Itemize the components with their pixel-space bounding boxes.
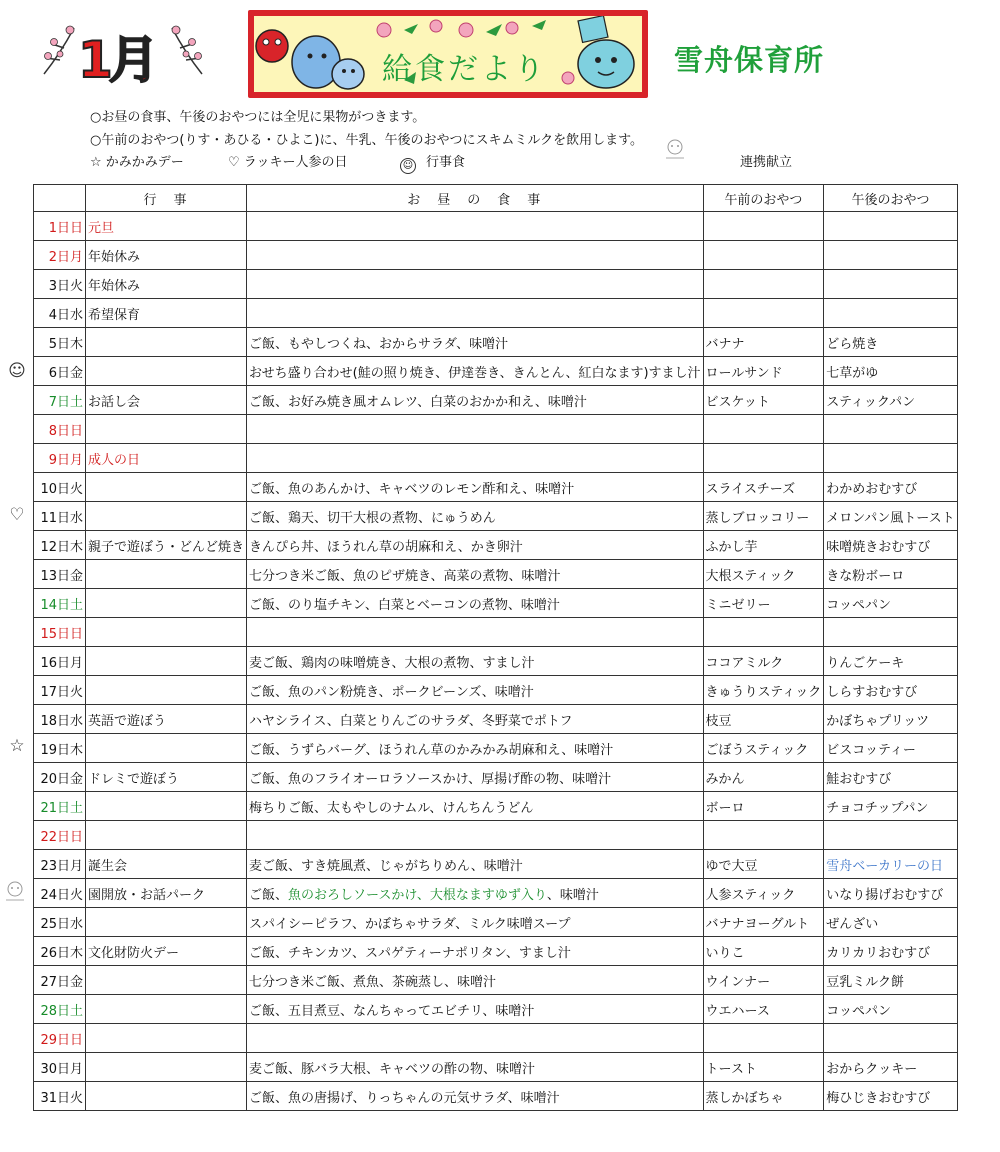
lunch-cell: 麦ご飯、豚バラ大根、キャベツの酢の物、味噌汁 bbox=[247, 1053, 704, 1082]
date-cell: 1日日 bbox=[34, 212, 86, 241]
lunch-cell: 麦ご飯、すき焼風煮、じゃがちりめん、味噌汁 bbox=[247, 850, 704, 879]
lunch-cell bbox=[247, 444, 704, 473]
legend-event-meal bbox=[400, 151, 465, 174]
table-row bbox=[34, 879, 958, 908]
event-cell: 英語で遊ぼう bbox=[86, 705, 247, 734]
table-row bbox=[34, 589, 958, 618]
event-cell: 親子で遊ぼう・どんど焼き bbox=[86, 531, 247, 560]
date-cell: 3日火 bbox=[34, 270, 86, 299]
am-snack-cell bbox=[703, 270, 824, 299]
kamikami-mark: ☆ bbox=[9, 736, 25, 756]
date-cell: 13日金 bbox=[34, 560, 86, 589]
event-cell: 園開放・お話パーク bbox=[86, 879, 247, 908]
event-meal-mark: ☺ bbox=[8, 361, 26, 381]
table-row bbox=[34, 966, 958, 995]
event-cell: 元旦 bbox=[86, 212, 247, 241]
lunch-cell: 麦ご飯、鶏肉の味噌焼き、大根の煮物、すまし汁 bbox=[247, 647, 704, 676]
pm-snack-cell: きな粉ボーロ bbox=[824, 560, 957, 589]
smile-icon: ☺ bbox=[400, 158, 416, 174]
event-cell: お話し会 bbox=[86, 386, 247, 415]
event-cell: 年始休み bbox=[86, 241, 247, 270]
pm-snack-cell: おからクッキー bbox=[824, 1053, 957, 1082]
am-snack-cell: ふかし芋 bbox=[703, 531, 824, 560]
event-cell: 希望保育 bbox=[86, 299, 247, 328]
renkei-logo-icon bbox=[662, 138, 688, 160]
table-row bbox=[34, 502, 958, 531]
pm-snack-cell bbox=[824, 270, 957, 299]
event-cell bbox=[86, 676, 247, 705]
date-cell: 19日木 bbox=[34, 734, 86, 763]
pm-snack-cell: 豆乳ミルク餅 bbox=[824, 966, 957, 995]
lunch-cell bbox=[247, 299, 704, 328]
event-cell bbox=[86, 908, 247, 937]
date-cell: 9日月 bbox=[34, 444, 86, 473]
date-cell: 16日月 bbox=[34, 647, 86, 676]
table-row bbox=[34, 212, 958, 241]
newsletter-banner bbox=[248, 10, 648, 98]
lucky-carrot-mark: ♡ bbox=[9, 505, 25, 525]
am-snack-cell bbox=[703, 618, 824, 647]
pm-snack-cell bbox=[824, 618, 957, 647]
table-row bbox=[34, 1053, 958, 1082]
date-cell: 14日土 bbox=[34, 589, 86, 618]
lunch-cell: ご飯、もやしつくね、おからサラダ、味噌汁 bbox=[247, 328, 704, 357]
table-row bbox=[34, 415, 958, 444]
date-cell: 5日木 bbox=[34, 328, 86, 357]
pm-snack-cell: 梅ひじきおむすび bbox=[824, 1082, 957, 1111]
table-row bbox=[34, 647, 958, 676]
event-cell bbox=[86, 966, 247, 995]
table-row bbox=[34, 821, 958, 850]
lunch-cell: ご飯、チキンカツ、スパゲティーナポリタン、すまし汁 bbox=[247, 937, 704, 966]
lunch-cell: ハヤシライス、白菜とりんごのサラダ、冬野菜でポトフ bbox=[247, 705, 704, 734]
table-row bbox=[34, 734, 958, 763]
pm-snack-cell bbox=[824, 299, 957, 328]
date-cell: 29日日 bbox=[34, 1024, 86, 1053]
banner-inner bbox=[254, 16, 642, 92]
event-cell bbox=[86, 473, 247, 502]
pm-snack-cell: チョコチップパン bbox=[824, 792, 957, 821]
pm-snack-cell: メロンパン風トースト bbox=[824, 502, 957, 531]
event-cell bbox=[86, 995, 247, 1024]
event-cell bbox=[86, 647, 247, 676]
table-row bbox=[34, 386, 958, 415]
pm-snack-cell: しらすおむすび bbox=[824, 676, 957, 705]
pm-snack-cell: 雪舟ベーカリーの日 bbox=[824, 850, 957, 879]
table-row bbox=[34, 328, 958, 357]
date-cell: 17日火 bbox=[34, 676, 86, 705]
month-badge bbox=[40, 14, 206, 89]
table-row bbox=[34, 792, 958, 821]
pm-snack-cell bbox=[824, 821, 957, 850]
am-snack-cell: ゆで大豆 bbox=[703, 850, 824, 879]
am-snack-cell: バナナ bbox=[703, 328, 824, 357]
table-row bbox=[34, 270, 958, 299]
lunch-cell bbox=[247, 212, 704, 241]
pm-snack-cell bbox=[824, 444, 957, 473]
note-milk: ○午前のおやつ(りす・あひる・ひよこ)に、牛乳、午後のおやつにスキムミルクを飲用します。 bbox=[90, 133, 644, 148]
date-cell: 22日日 bbox=[34, 821, 86, 850]
event-cell bbox=[86, 618, 247, 647]
lunch-cell: おせち盛り合わせ(鮭の照り焼き、伊達巻き、きんとん、紅白なます)すまし汁 bbox=[247, 357, 704, 386]
lunch-cell: ご飯、のり塩チキン、白菜とベーコンの煮物、味噌汁 bbox=[247, 589, 704, 618]
am-snack-cell: ビスケット bbox=[703, 386, 824, 415]
pm-snack-cell bbox=[824, 212, 957, 241]
am-snack-cell: ごぼうスティック bbox=[703, 734, 824, 763]
date-cell: 30日月 bbox=[34, 1053, 86, 1082]
date-cell: 4日水 bbox=[34, 299, 86, 328]
pm-snack-cell: 味噌焼きおむすび bbox=[824, 531, 957, 560]
am-snack-cell bbox=[703, 444, 824, 473]
event-cell bbox=[86, 821, 247, 850]
pm-snack-cell: 七草がゆ bbox=[824, 357, 957, 386]
lunch-cell bbox=[247, 879, 704, 908]
event-cell bbox=[86, 734, 247, 763]
table-row bbox=[34, 676, 958, 705]
header-event: 行 事 bbox=[86, 185, 247, 212]
renkei-mark-icon bbox=[2, 880, 28, 902]
date-cell: 21日土 bbox=[34, 792, 86, 821]
date-cell: 8日日 bbox=[34, 415, 86, 444]
legend-lucky-carrot: ♡ ラッキー人参の日 bbox=[228, 155, 348, 170]
am-snack-cell bbox=[703, 212, 824, 241]
date-cell: 26日木 bbox=[34, 937, 86, 966]
header-pm-snack: 午後のおやつ bbox=[824, 185, 957, 212]
table-row bbox=[34, 473, 958, 502]
pm-snack-cell bbox=[824, 241, 957, 270]
am-snack-cell: スライスチーズ bbox=[703, 473, 824, 502]
am-snack-cell: 蒸しかぼちゃ bbox=[703, 1082, 824, 1111]
lunch-cell: ご飯、魚の唐揚げ、りっちゃんの元気サラダ、味噌汁 bbox=[247, 1082, 704, 1111]
date-cell: 18日水 bbox=[34, 705, 86, 734]
event-cell bbox=[86, 589, 247, 618]
am-snack-cell: 枝豆 bbox=[703, 705, 824, 734]
am-snack-cell: ミニゼリー bbox=[703, 589, 824, 618]
am-snack-cell: ウインナー bbox=[703, 966, 824, 995]
pm-snack-cell: わかめおむすび bbox=[824, 473, 957, 502]
lunch-cell: ご飯、お好み焼き風オムレツ、白菜のおかか和え、味噌汁 bbox=[247, 386, 704, 415]
date-cell: 7日土 bbox=[34, 386, 86, 415]
lunch-text: ご飯、 bbox=[249, 887, 289, 903]
table-row bbox=[34, 299, 958, 328]
am-snack-cell: ウエハース bbox=[703, 995, 824, 1024]
event-cell bbox=[86, 502, 247, 531]
date-cell: 20日金 bbox=[34, 763, 86, 792]
table-row bbox=[34, 560, 958, 589]
lunch-cell: 梅ちりご飯、太もやしのナムル、けんちんうどん bbox=[247, 792, 704, 821]
event-cell: ドレミで遊ぼう bbox=[86, 763, 247, 792]
pm-snack-cell: かぼちゃプリッツ bbox=[824, 705, 957, 734]
date-cell: 10日火 bbox=[34, 473, 86, 502]
lunch-cell bbox=[247, 1024, 704, 1053]
date-cell: 15日日 bbox=[34, 618, 86, 647]
lunch-cell: ご飯、五目煮豆、なんちゃってエビチリ、味噌汁 bbox=[247, 995, 704, 1024]
renkei-lunch-text: 魚のおろしソースかけ、大根なますゆず入り bbox=[288, 887, 547, 903]
am-snack-cell: ボーロ bbox=[703, 792, 824, 821]
am-snack-cell: 蒸しブロッコリー bbox=[703, 502, 824, 531]
event-cell: 文化財防火デー bbox=[86, 937, 247, 966]
pm-snack-cell: りんごケーキ bbox=[824, 647, 957, 676]
pm-snack-cell: コッペパン bbox=[824, 589, 957, 618]
date-cell: 12日木 bbox=[34, 531, 86, 560]
date-cell: 2日月 bbox=[34, 241, 86, 270]
am-snack-cell: いりこ bbox=[703, 937, 824, 966]
month-title: 1月 bbox=[78, 31, 155, 89]
event-cell bbox=[86, 1024, 247, 1053]
date-cell: 27日金 bbox=[34, 966, 86, 995]
am-snack-cell bbox=[703, 299, 824, 328]
event-cell: 成人の日 bbox=[86, 444, 247, 473]
lunch-cell bbox=[247, 821, 704, 850]
event-cell bbox=[86, 415, 247, 444]
lunch-cell: 七分つき米ご飯、煮魚、茶碗蒸し、味噌汁 bbox=[247, 966, 704, 995]
am-snack-cell bbox=[703, 1024, 824, 1053]
lunch-cell: ご飯、魚のパン粉焼き、ポークビーンズ、味噌汁 bbox=[247, 676, 704, 705]
lunch-cell: ご飯、うずらバーグ、ほうれん草のかみかみ胡麻和え、味噌汁 bbox=[247, 734, 704, 763]
event-cell bbox=[86, 560, 247, 589]
am-snack-cell: 人参スティック bbox=[703, 879, 824, 908]
legend-kamikami: ☆ かみかみデー bbox=[90, 155, 184, 170]
lunch-cell: 七分つき米ご飯、魚のピザ焼き、高菜の煮物、味噌汁 bbox=[247, 560, 704, 589]
event-cell: 誕生会 bbox=[86, 850, 247, 879]
lunch-cell: ご飯、魚のフライオーロラソースかけ、厚揚げ酢の物、味噌汁 bbox=[247, 763, 704, 792]
am-snack-cell bbox=[703, 241, 824, 270]
lunch-cell: きんぴら丼、ほうれん草の胡麻和え、かき卵汁 bbox=[247, 531, 704, 560]
table-row bbox=[34, 763, 958, 792]
am-snack-cell bbox=[703, 821, 824, 850]
lunch-cell bbox=[247, 241, 704, 270]
date-cell: 25日水 bbox=[34, 908, 86, 937]
pm-snack-cell: いなり揚げおむすび bbox=[824, 879, 957, 908]
event-cell bbox=[86, 792, 247, 821]
lunch-text: 、味噌汁 bbox=[546, 887, 599, 903]
table-row bbox=[34, 995, 958, 1024]
am-snack-cell: きゅうりスティック bbox=[703, 676, 824, 705]
date-cell: 24日火 bbox=[34, 879, 86, 908]
table-header-row bbox=[34, 185, 958, 212]
table-row bbox=[34, 850, 958, 879]
pm-snack-cell: ビスコッティー bbox=[824, 734, 957, 763]
event-cell: 年始休み bbox=[86, 270, 247, 299]
lunch-cell: ご飯、鶏天、切干大根の煮物、にゅうめん bbox=[247, 502, 704, 531]
am-snack-cell bbox=[703, 415, 824, 444]
date-cell: 28日土 bbox=[34, 995, 86, 1024]
header-date bbox=[34, 185, 86, 212]
pm-snack-cell: どら焼き bbox=[824, 328, 957, 357]
am-snack-cell: ココアミルク bbox=[703, 647, 824, 676]
date-cell: 23日月 bbox=[34, 850, 86, 879]
date-cell: 31日火 bbox=[34, 1082, 86, 1111]
event-cell bbox=[86, 357, 247, 386]
legend-renkei: 連携献立 bbox=[740, 155, 793, 170]
legend-event-meal-label: 行事食 bbox=[426, 155, 466, 170]
table-row bbox=[34, 618, 958, 647]
banner-title: 給食だより bbox=[382, 52, 547, 87]
date-cell: 6日金 bbox=[34, 357, 86, 386]
event-cell bbox=[86, 328, 247, 357]
lunch-cell: ご飯、魚のあんかけ、キャベツのレモン酢和え、味噌汁 bbox=[247, 473, 704, 502]
am-snack-cell: ロールサンド bbox=[703, 357, 824, 386]
am-snack-cell: バナナヨーグルト bbox=[703, 908, 824, 937]
am-snack-cell: トースト bbox=[703, 1053, 824, 1082]
table-row bbox=[34, 937, 958, 966]
lunch-cell bbox=[247, 415, 704, 444]
lunch-cell bbox=[247, 270, 704, 299]
pm-snack-cell bbox=[824, 1024, 957, 1053]
note-fruit: ○お昼の食事、午後のおやつには全児に果物がつきます。 bbox=[90, 110, 426, 125]
pm-snack-cell: カリカリおむすび bbox=[824, 937, 957, 966]
event-cell bbox=[86, 1082, 247, 1111]
am-snack-cell: みかん bbox=[703, 763, 824, 792]
date-cell: 11日水 bbox=[34, 502, 86, 531]
pm-snack-cell: 鮭おむすび bbox=[824, 763, 957, 792]
table-row bbox=[34, 444, 958, 473]
pm-snack-cell: コッペパン bbox=[824, 995, 957, 1024]
lunch-cell: スパイシーピラフ、かぼちゃサラダ、ミルク味噌スープ bbox=[247, 908, 704, 937]
table-row bbox=[34, 705, 958, 734]
menu-table bbox=[33, 184, 958, 1111]
pm-snack-cell: スティックパン bbox=[824, 386, 957, 415]
table-row bbox=[34, 531, 958, 560]
pm-snack-cell bbox=[824, 415, 957, 444]
table-row bbox=[34, 357, 958, 386]
event-cell bbox=[86, 1053, 247, 1082]
nursery-name: 雪舟保育所 bbox=[674, 43, 825, 77]
am-snack-cell: 大根スティック bbox=[703, 560, 824, 589]
table-row bbox=[34, 1082, 958, 1111]
lunch-cell bbox=[247, 618, 704, 647]
table-row bbox=[34, 1024, 958, 1053]
header-lunch: お 昼 の 食 事 bbox=[247, 185, 704, 212]
table-row bbox=[34, 241, 958, 270]
header-am-snack: 午前のおやつ bbox=[703, 185, 824, 212]
pm-snack-cell: ぜんざい bbox=[824, 908, 957, 937]
table-row bbox=[34, 908, 958, 937]
